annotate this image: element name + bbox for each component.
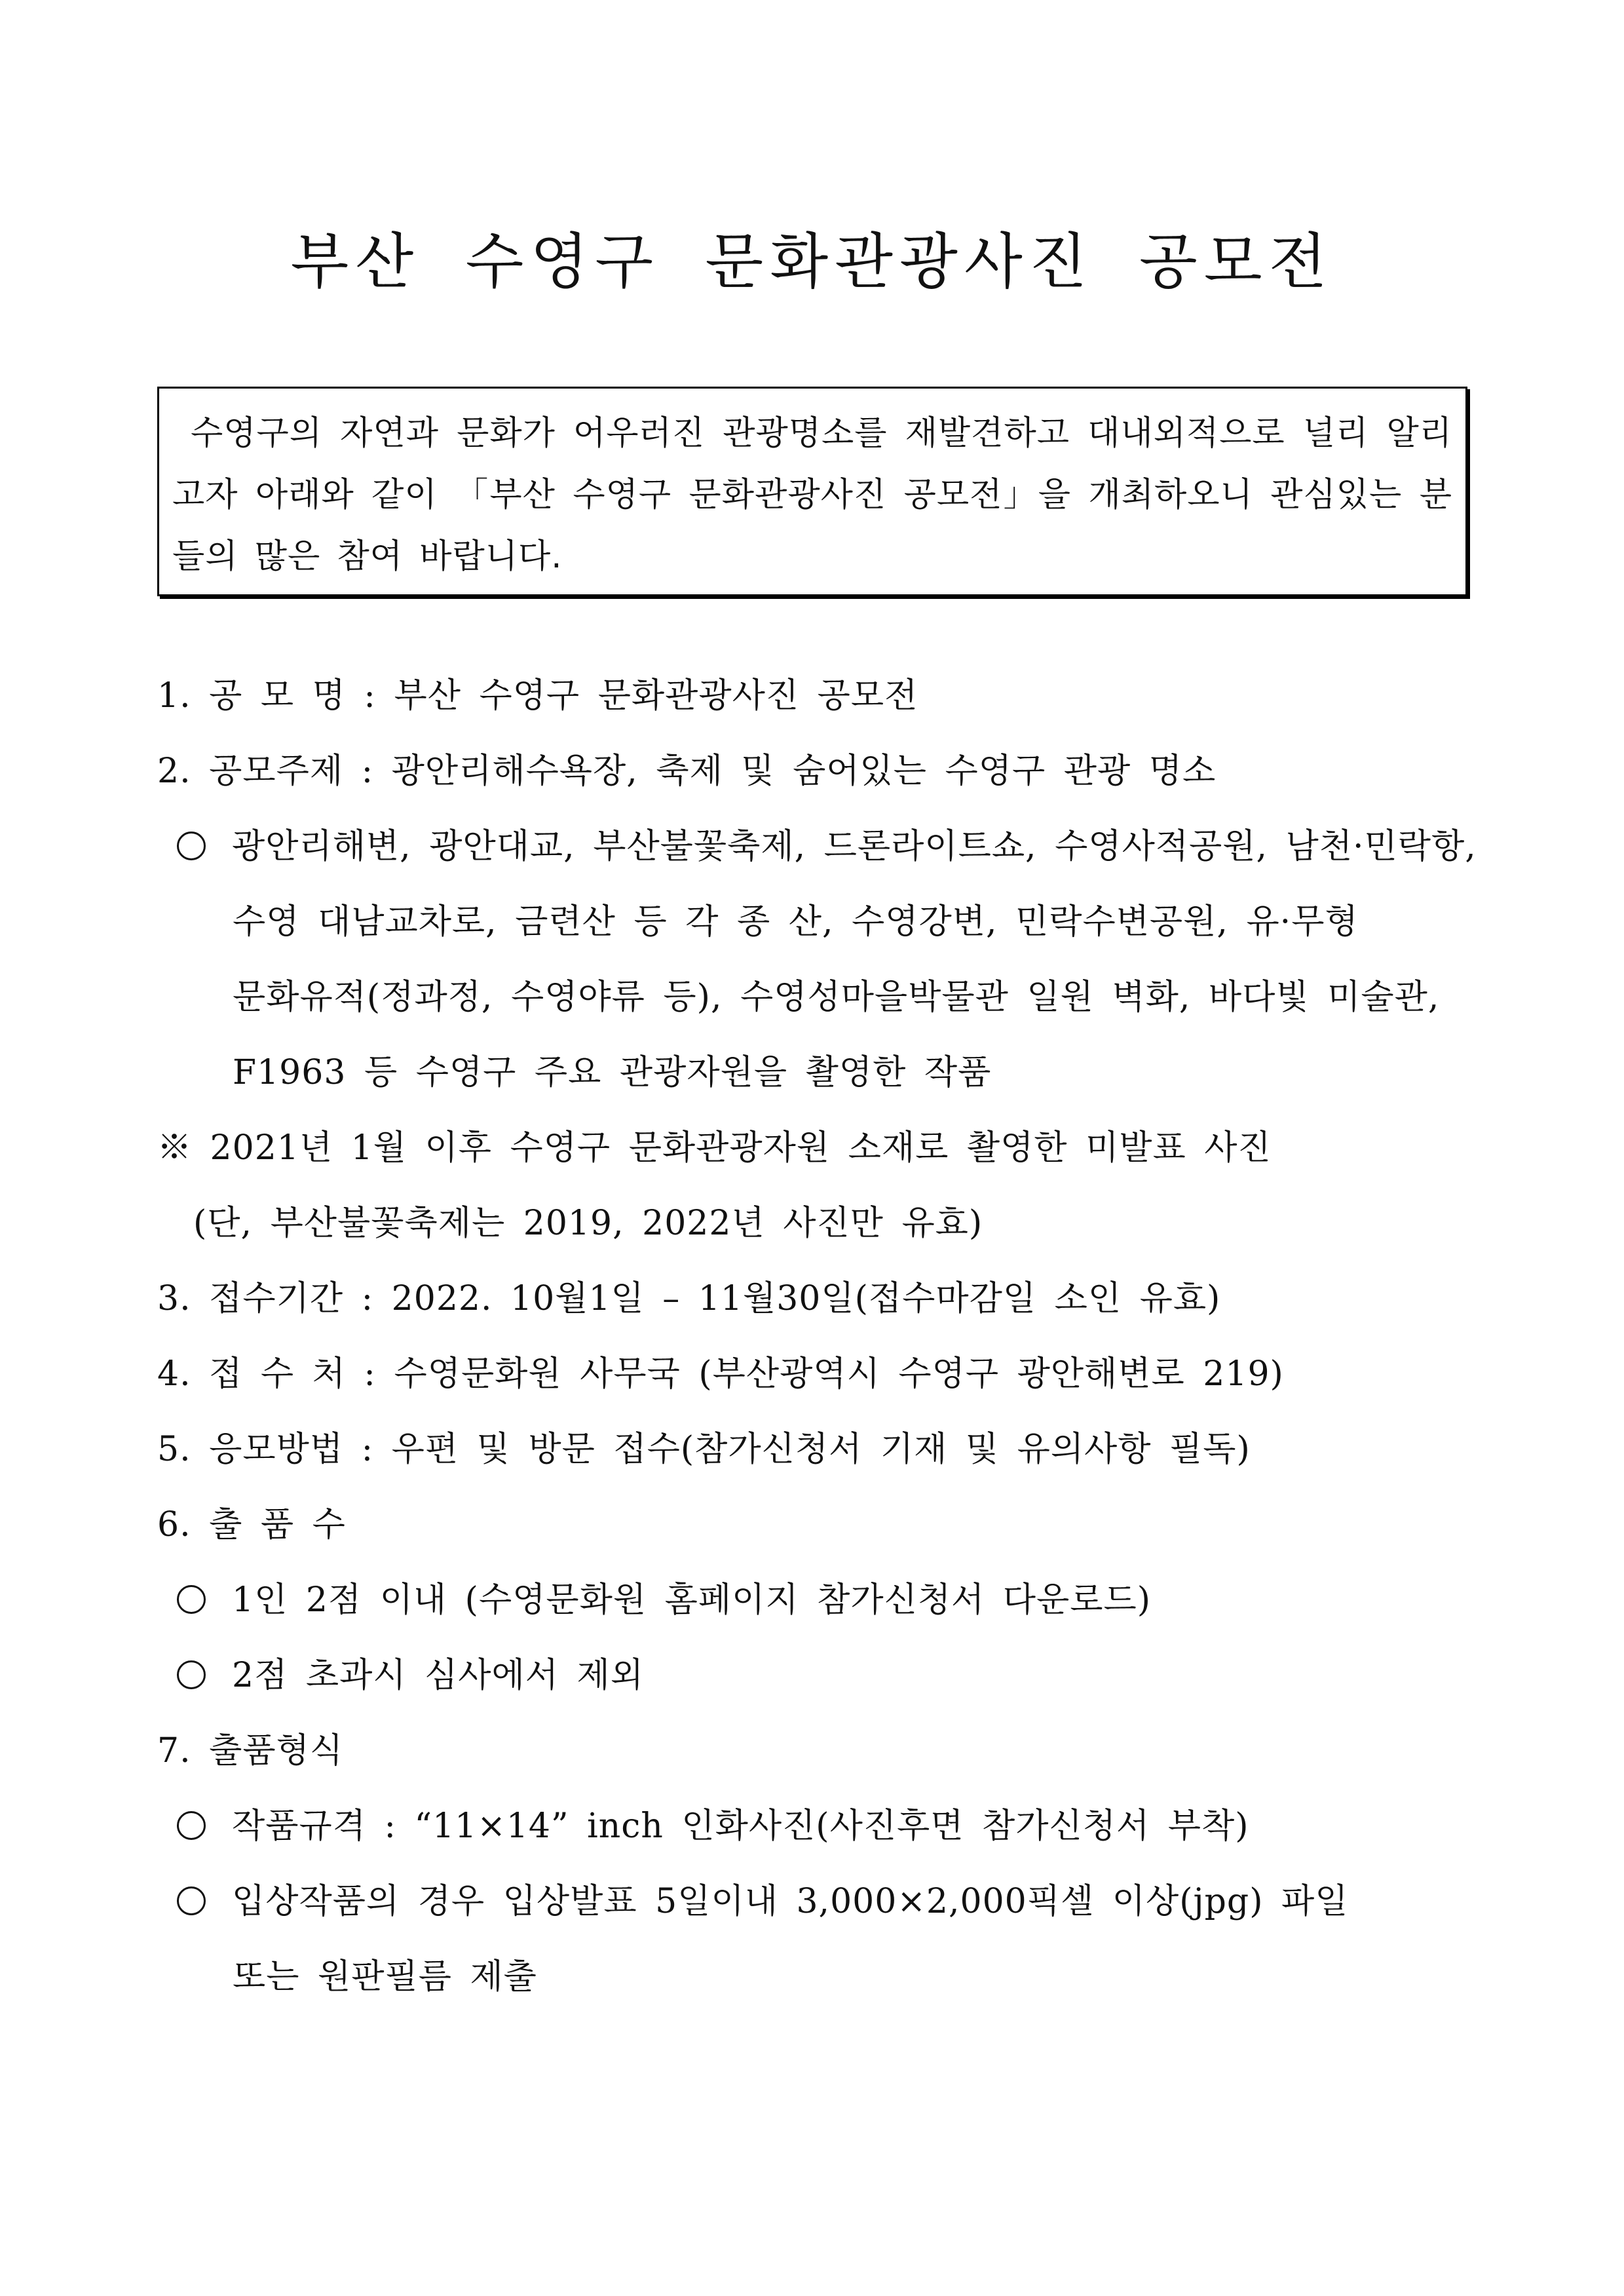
circle-bullet-icon [177, 1585, 206, 1614]
entry-format-subitem-2-continuation: 또는 원판필름 제출 [233, 1957, 537, 1997]
theme-subitem [177, 820, 1500, 873]
circle-bullet-icon [177, 1811, 206, 1840]
entry-format-subitem-2 [177, 1875, 1500, 1928]
intro-box [157, 387, 1467, 596]
circle-bullet-icon [177, 832, 206, 860]
item-contest-name: 1. 공 모 명 : 부산 수영구 문화관광사진 공모전 [157, 676, 918, 716]
theme-subitem-text: 광안리해변, 광안대교, 부산불꽃축제, 드론라이트쇼, 수영사적공원, 남천·민락항, [232, 827, 1477, 866]
theme-continuation-line-2: 문화유적(정과정, 수영야류 등), 수영성마을박물관 일원 벽화, 바다빛 미술관, [233, 978, 1440, 1017]
item-entry-count: 6. 출 품 수 [157, 1505, 346, 1544]
entry-count-subitem-2-text: 2점 초과시 심사에서 제외 [232, 1656, 644, 1695]
entry-count-subitem-1-text: 1인 2점 이내 (수영문화원 홈페이지 참가신청서 다운로드) [232, 1580, 1152, 1620]
circle-bullet-icon [177, 1886, 206, 1915]
item-contest-theme: 2. 공모주제 : 광안리해수욕장, 축제 및 숨어있는 수영구 관광 명소 [157, 752, 1217, 791]
circle-bullet-icon [177, 1660, 206, 1689]
theme-continuation-line-3: F1963 등 수영구 주요 관광자원을 촬영한 작품 [233, 1053, 992, 1092]
theme-continuation-line-1: 수영 대남교차로, 금련산 등 각 종 산, 수영강변, 민락수변공원, 유·무형 [233, 902, 1359, 942]
item-submission-place: 4. 접 수 처 : 수영문화원 사무국 (부산광역시 수영구 광안해변로 219) [157, 1354, 1284, 1394]
eligibility-note: ※ 2021년 1월 이후 수영구 문화관광자원 소재로 촬영한 미발표 사진 [157, 1128, 1272, 1168]
entry-format-subitem-1-text: 작품규격 : “11×14” inch 인화사진(사진후면 참가신청서 부착) [232, 1807, 1249, 1846]
document-title: 부산 수영구 문화관광사진 공모전 [290, 227, 1334, 297]
entry-count-subitem-1 [177, 1574, 1500, 1626]
entry-format-subitem-1 [177, 1800, 1500, 1852]
eligibility-note-continuation: (단, 부산불꽃축제는 2019, 2022년 사진만 유효) [193, 1204, 983, 1243]
item-submission-period: 3. 접수기간 : 2022. 10월1일 – 11월30일(접수마감일 소인 유효) [157, 1279, 1221, 1318]
item-application-method: 5. 응모방법 : 우편 및 방문 접수(참가신청서 기재 및 유의사항 필독) [157, 1430, 1251, 1469]
intro-text: 수영구의 자연과 문화가 어우러진 관광명소를 재발견하고 대내외적으로 널리 알리고자 아래와 같이 「부산 수영구 문화관광사진 공모전」을 개최하오니 관심있는 분들의 많은 참여 바랍니다. [172, 414, 1452, 576]
entry-format-subitem-2-text: 입상작품의 경우 입상발표 5일이내 3,000×2,000픽셀 이상(jpg) 파일 [232, 1882, 1349, 1921]
entry-count-subitem-2 [177, 1649, 1500, 1702]
item-entry-format: 7. 출품형식 [157, 1731, 344, 1770]
